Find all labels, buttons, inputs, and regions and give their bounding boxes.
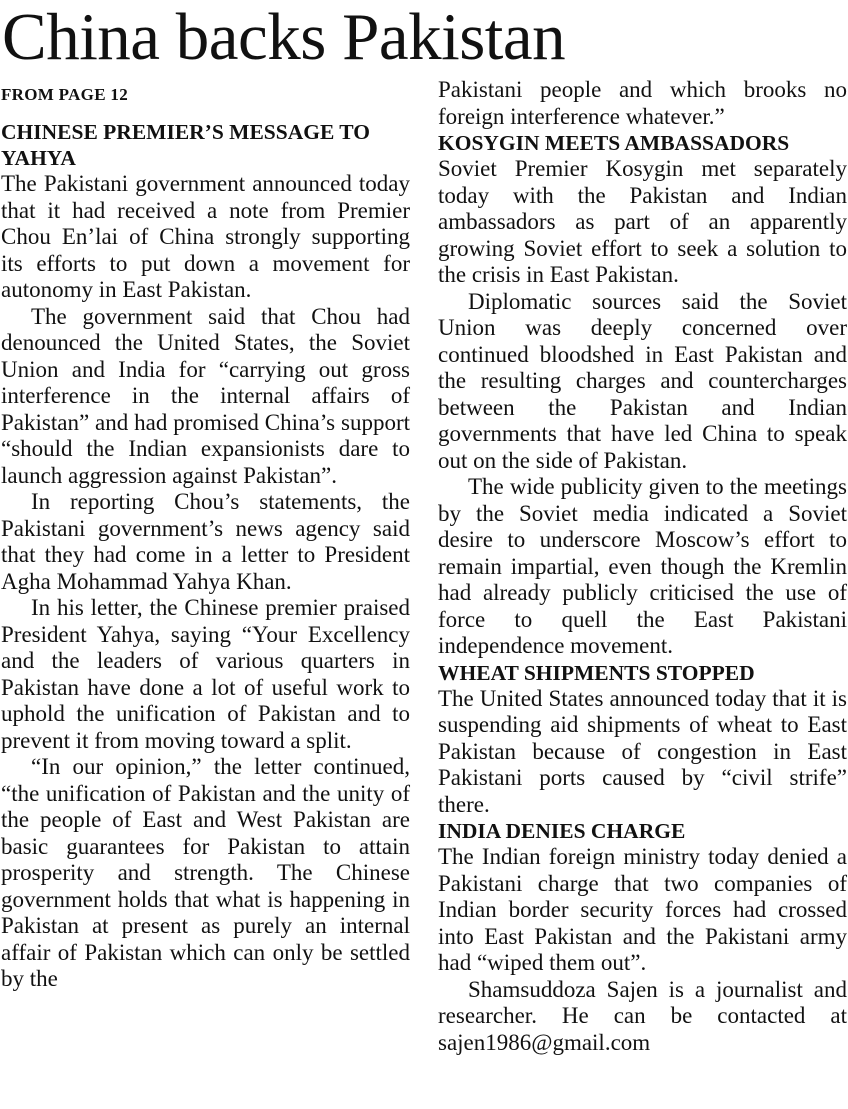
body-paragraph: “In our opinion,” the letter continued, “the unification of Pakistan and the unity of the people of East and West Pakistan are basic guarantees for Pakistan to attain prosperity and strength. The Chinese government holds that what is happening in Pakistan at present as purely an internal affair of Pakistan which can only be settled by the: [1, 754, 410, 991]
body-paragraph: The government said that Chou had denounced the United States, the Soviet Union and India for “carrying out gross interference in the internal affairs of Pakistan” and had promised China’s support “should the Indian expansionists dare to launch aggression against Pakistan”.: [1, 303, 410, 488]
body-paragraph: In reporting Chou’s statements, the Pakistani government’s news agency said that they had come in a letter to President Agha Mohammad Yahya Khan.: [1, 489, 410, 594]
subhead-chinese-premier: CHINESE PREMIER’S MESSAGE TO YAHYA: [1, 120, 370, 170]
right-column: [438, 77, 847, 1056]
headline: China backs Pakistan: [2, 0, 566, 74]
from-page-label: FROM PAGE 12: [1, 85, 128, 104]
body-paragraph: In his letter, the Chinese premier praised President Yahya, saying “Your Excellency and the leaders of various quarters in Pakistan have done a lot of useful work to uphold the unification of Pakistan and to prevent it from moving toward a split.: [1, 595, 410, 753]
continued-paragraph: Pakistani people and which brooks no foreign interference whatever.”: [438, 77, 847, 129]
subhead-wheat-shipments: WHEAT SHIPMENTS STOPPED: [438, 660, 755, 685]
subhead-kosygin: KOSYGIN MEETS AMBASSADORS: [438, 131, 790, 155]
subhead-india-denies: INDIA DENIES CHARGE: [438, 819, 686, 843]
left-column: [1, 80, 410, 993]
body-paragraph: The Indian foreign ministry today denied a Pakistani charge that two companies of Indian border security forces had crossed into East Pakistan and the Pakistani army had “wiped them out”.: [438, 844, 847, 975]
body-paragraph: The Pakistani government announced today that it had received a note from Premier Chou En’lai of China strongly supporting its efforts to put down a movement for autonomy in East Pakistan.: [1, 171, 410, 302]
body-paragraph: The United States announced today that it is suspending aid shipments of wheat to East Pakistan because of congestion in East Pakistani ports caused by “civil strife” there.: [438, 685, 847, 817]
author-note: Shamsuddoza Sajen is a journalist and researcher. He can be contacted at sajen1986@gmail.com: [438, 976, 847, 1055]
body-paragraph: Soviet Premier Kosygin met separately today with the Pakistan and Indian ambassadors as part of an apparently growing Soviet effort to seek a solution to the crisis in East Pakistan.: [438, 156, 847, 287]
body-paragraph: Diplomatic sources said the Soviet Union was deeply concerned over continued bloodshed in East Pakistan and the resulting charges and countercharges between the Pakistan and Indian governments that have led China to speak out on the side of Pakistan.: [438, 288, 847, 473]
body-paragraph: The wide publicity given to the meetings by the Soviet media indicated a Soviet desire to underscore Moscow’s effort to remain impartial, even though the Kremlin had already publicly criticised the use of force to quell the East Pakistani independence movement.: [438, 474, 847, 658]
